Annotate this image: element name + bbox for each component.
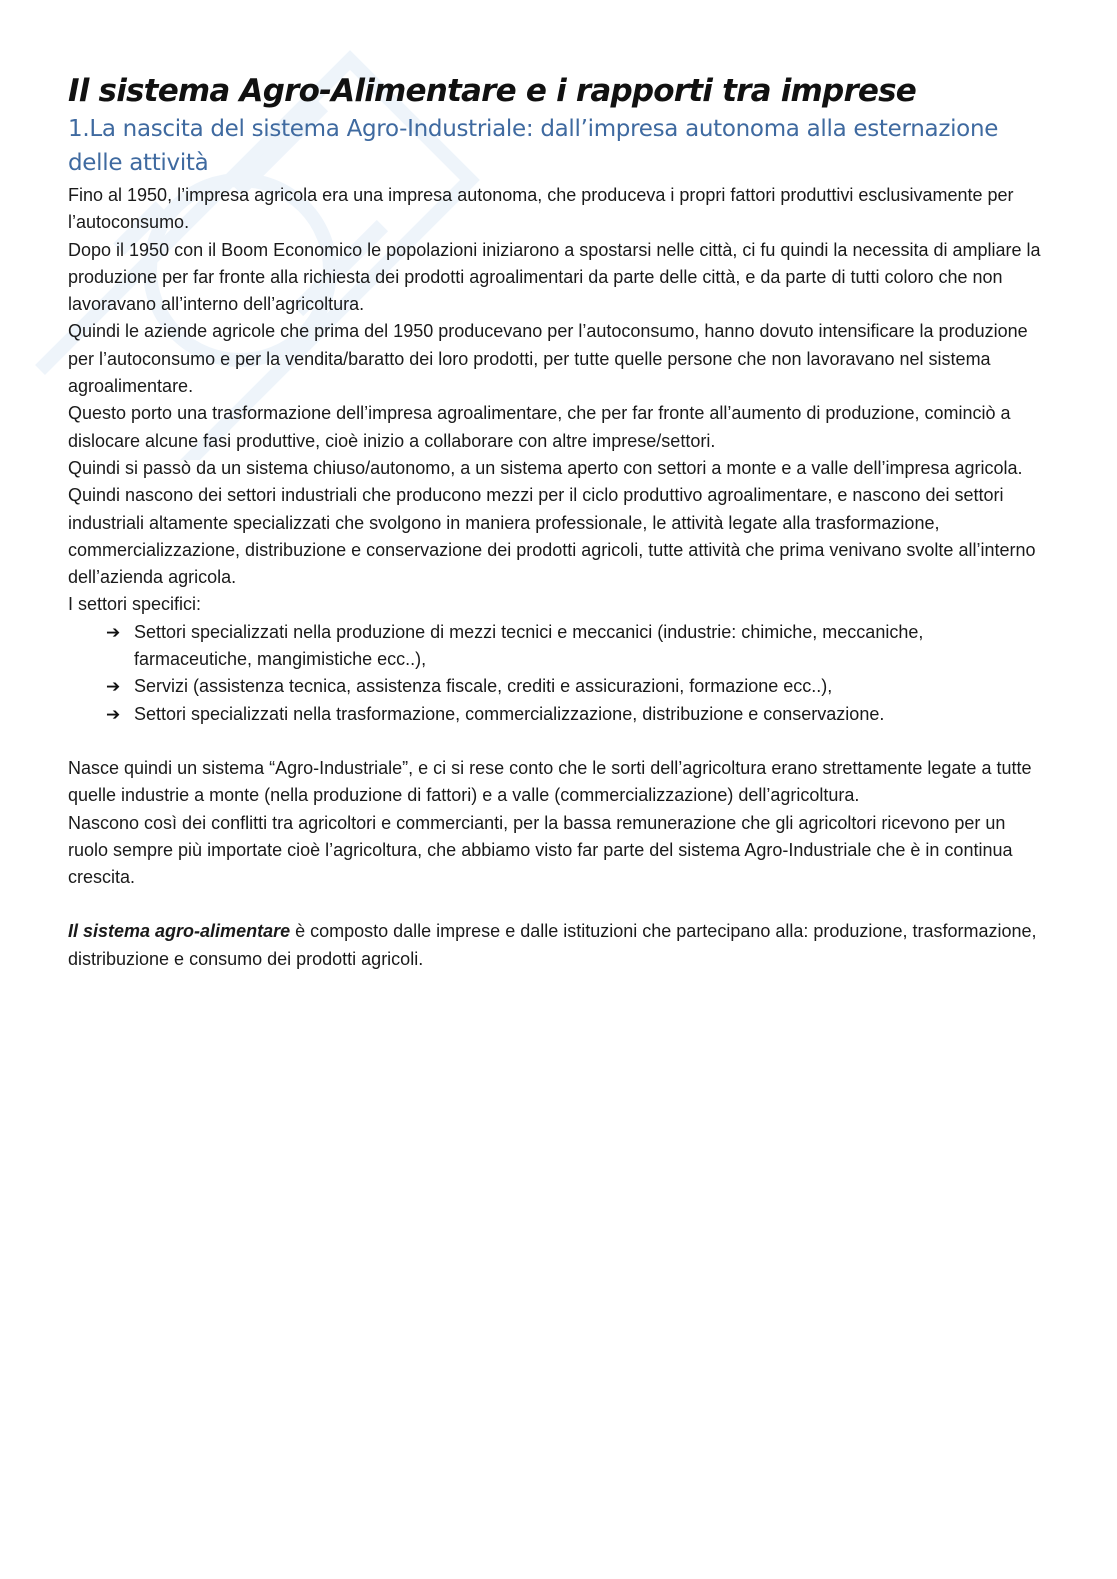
blank-line	[68, 728, 1043, 755]
list-item	[106, 673, 1043, 700]
section-heading: 1.La nascita del sistema Agro-Industriale: dall’impresa autonoma alla esternazione delle attività	[68, 116, 999, 176]
paragraph: Nasce quindi un sistema “Agro-Industriale”, e ci si rese conto che le sorti dell’agricoltura erano strettamente legate a tutte quelle industrie a monte (nella produzione di fattori) e a valle (commercializzazione) dell’agricoltura.	[68, 757, 1032, 806]
definition-text: è composto dalle imprese e dalle istituzioni che partecipano alla: produzione, trasformazione, distribuzione e consumo dei prodotti agricoli.	[68, 921, 1037, 969]
list-item-text: Settori specializzati nella trasformazione, commercializzazione, distribuzione e conservazione.	[134, 703, 885, 724]
list-intro: I settori specifici:	[68, 594, 202, 615]
arrow-right-icon: ➔	[106, 677, 121, 697]
paragraph: Quindi le aziende agricole che prima del 1950 producevano per l’autoconsumo, hanno dovuto intensificare la produzione per l’autoconsumo e per la vendita/baratto dei loro prodotti, per tutte quelle persone che non lavoravano nel sistema agroalimentare.	[68, 321, 1028, 397]
paragraph: Fino al 1950, l’impresa agricola era una impresa autonoma, che produceva i propri fattori produttivi esclusivamente per l’autoconsumo.	[68, 185, 1014, 233]
list-item	[106, 619, 1043, 674]
document-title: Il sistema Agro-Alimentare e i rapporti tra imprese	[68, 73, 917, 109]
definition-term: Il sistema agro-alimentare	[68, 921, 291, 942]
paragraph: Questo porto una trasformazione dell’impresa agroalimentare, che per far fronte all’aumento di produzione, cominciò a dislocare alcune fasi produttive, cioè inizio a collaborare con altre imprese/settori.	[68, 403, 1011, 451]
list-item-text: Settori specializzati nella produzione di mezzi tecnici e meccanici (industrie: chimiche, meccaniche, farmaceutiche, mangimistiche ecc..),	[134, 621, 924, 670]
paragraph: Quindi nascono dei settori industriali che producono mezzi per il ciclo produttivo agroalimentare, e nascono dei settori industriali altamente specializzati che svolgono in maniera professionale, le attività legate alla trasformazione, commercializzazione, distribuzione e conservazione dei prodotti agricoli, tutte attività che prima venivano svolte all’interno dell’azienda agricola.	[68, 485, 1036, 588]
blank-line	[68, 891, 1043, 918]
sector-list	[68, 619, 1043, 728]
paragraph: Quindi si passò da un sistema chiuso/autonomo, a un sistema aperto con settori a monte e a valle dell’impresa agricola.	[68, 457, 1023, 478]
paragraph: Nascono così dei conflitti tra agricoltori e commercianti, per la bassa remunerazione che gli agricoltori ricevono per un ruolo sempre più importate cioè l’agricoltura, che abbiamo visto far parte del sistema Agro-Industriale che è in continua crescita.	[68, 812, 1013, 888]
arrow-right-icon: ➔	[106, 704, 121, 724]
arrow-right-icon: ➔	[106, 622, 121, 642]
paragraph: Dopo il 1950 con il Boom Economico le popolazioni iniziarono a spostarsi nelle città, ci fu quindi la necessita di ampliare la produzione per far fronte alla richiesta dei prodotti agroalimentari da parte delle città, e da parte di tutti coloro che non lavoravano all’interno dell’agricoltura.	[68, 239, 1041, 315]
document-page	[68, 70, 1043, 973]
definition-paragraph	[68, 918, 1043, 973]
list-item	[106, 701, 1043, 728]
list-item-text: Servizi (assistenza tecnica, assistenza fiscale, crediti e assicurazioni, formazione ecc..),	[134, 676, 833, 697]
